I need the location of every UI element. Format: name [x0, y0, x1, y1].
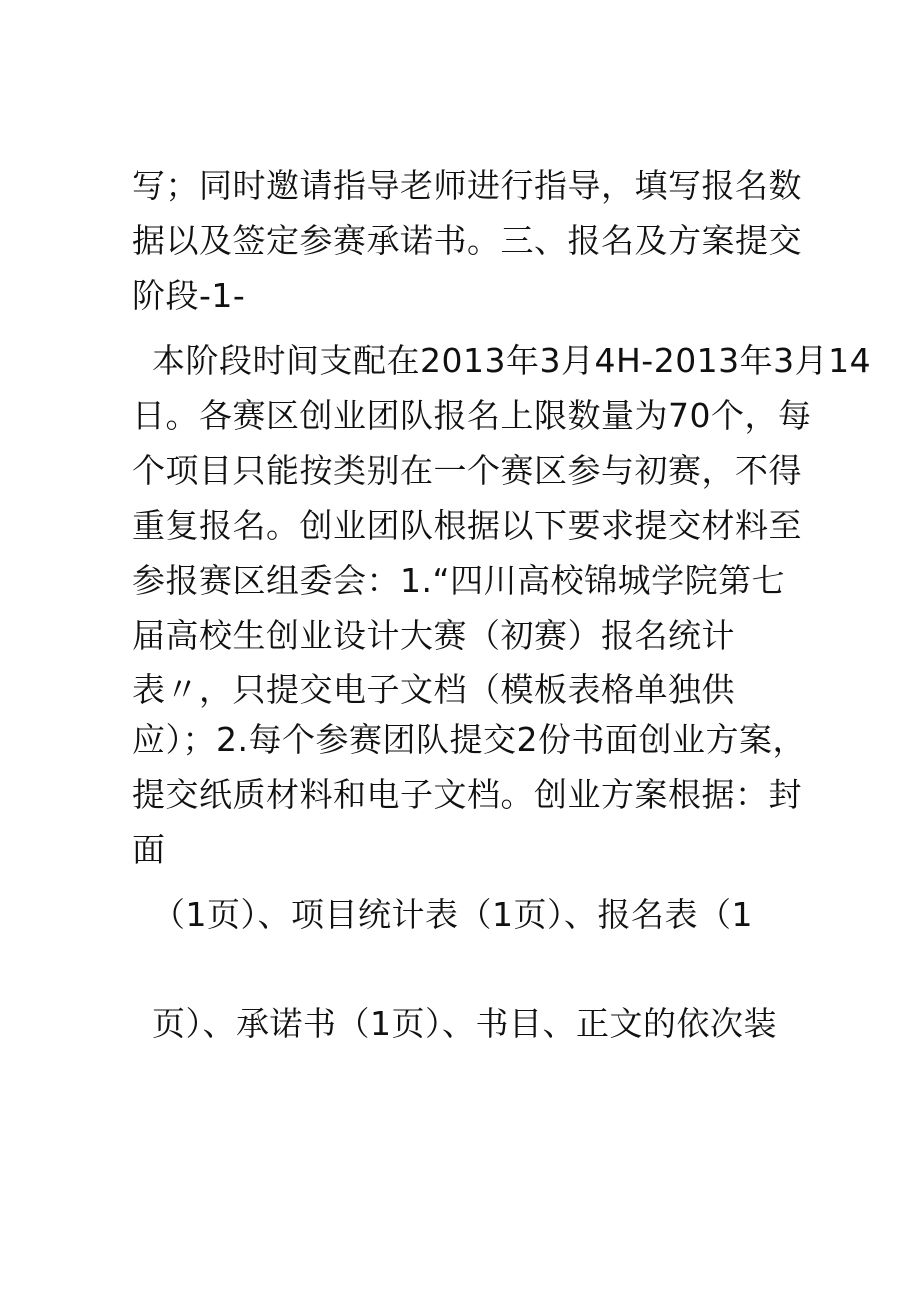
body-text-line: 届高校生创业设计大赛（初赛）报名统计: [132, 616, 735, 655]
body-text-line: 页）、承诺书（1页）、书目、正文的依次装: [152, 1004, 777, 1043]
body-text-line: 本阶段时间支配在2013年3月4H-2013年3月14: [152, 341, 872, 380]
body-text-line: 表〃，只提交电子文档（模板表格单独供: [132, 670, 735, 709]
body-text-line: 面: [132, 830, 166, 869]
body-text-line: （1页）、项目统计表（1页）、报名表（1: [152, 895, 753, 934]
body-text-line: 参报赛区组委会：1.“四川高校锦城学院第七: [132, 561, 786, 600]
body-text-line: 日。各赛区创业团队报名上限数量为70个，每: [132, 396, 812, 435]
body-text-line: 重复报名。创业团队根据以下要求提交材料至: [132, 506, 802, 545]
body-text-line: 阶段-1-: [132, 276, 246, 315]
body-text-line: 应）；2.每个参赛团队提交2份书面创业方案，: [132, 720, 806, 759]
body-text-line: 个项目只能按类别在一个赛区参与初赛，不得: [132, 451, 802, 490]
body-text-line: 提交纸质材料和电子文档。创业方案根据：封: [132, 775, 802, 814]
body-text-line: 据以及签定参赛承诺书。三、报名及方案提交: [132, 221, 802, 260]
body-text-line: 写；同时邀请指导老师进行指导，填写报名数: [132, 166, 802, 205]
